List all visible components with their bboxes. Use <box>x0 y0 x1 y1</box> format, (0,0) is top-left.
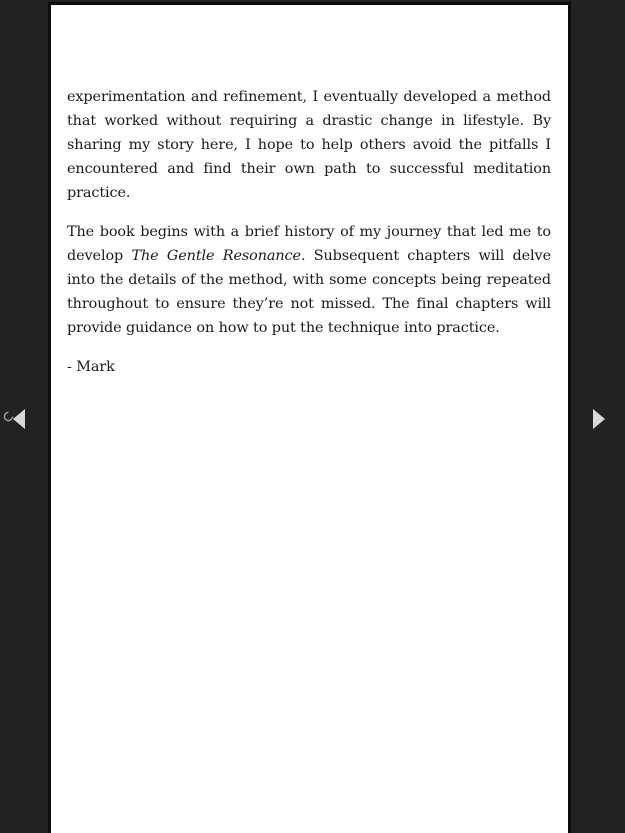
paragraph <box>67 220 551 340</box>
book-page <box>51 5 568 833</box>
signature: - Mark <box>67 359 115 375</box>
paragraph <box>67 85 551 205</box>
triangle-left-icon <box>12 408 26 430</box>
paragraph-text: experimentation and refinement, I eventually developed a method that worked without requiring a drastic change in lifestyle. By sharing my story here, I hope to help others avoid the pitfalls I encountered and find their own path to successful meditation practice. <box>67 89 551 201</box>
paragraph-text: The book begins with a brief history of my journey that led me to develop <box>67 224 551 264</box>
next-page-button[interactable] <box>584 404 614 434</box>
book-title: The Gentle Resonance <box>131 248 301 264</box>
paragraph-text: . Subsequent chapters will delve into the details of the method, with some concepts being repeated throughout to ensure they’re not missed. The final chapters will provide guidance on how to put the technique into practice. <box>67 248 551 336</box>
triangle-right-icon <box>592 408 606 430</box>
previous-page-button[interactable] <box>4 404 34 434</box>
